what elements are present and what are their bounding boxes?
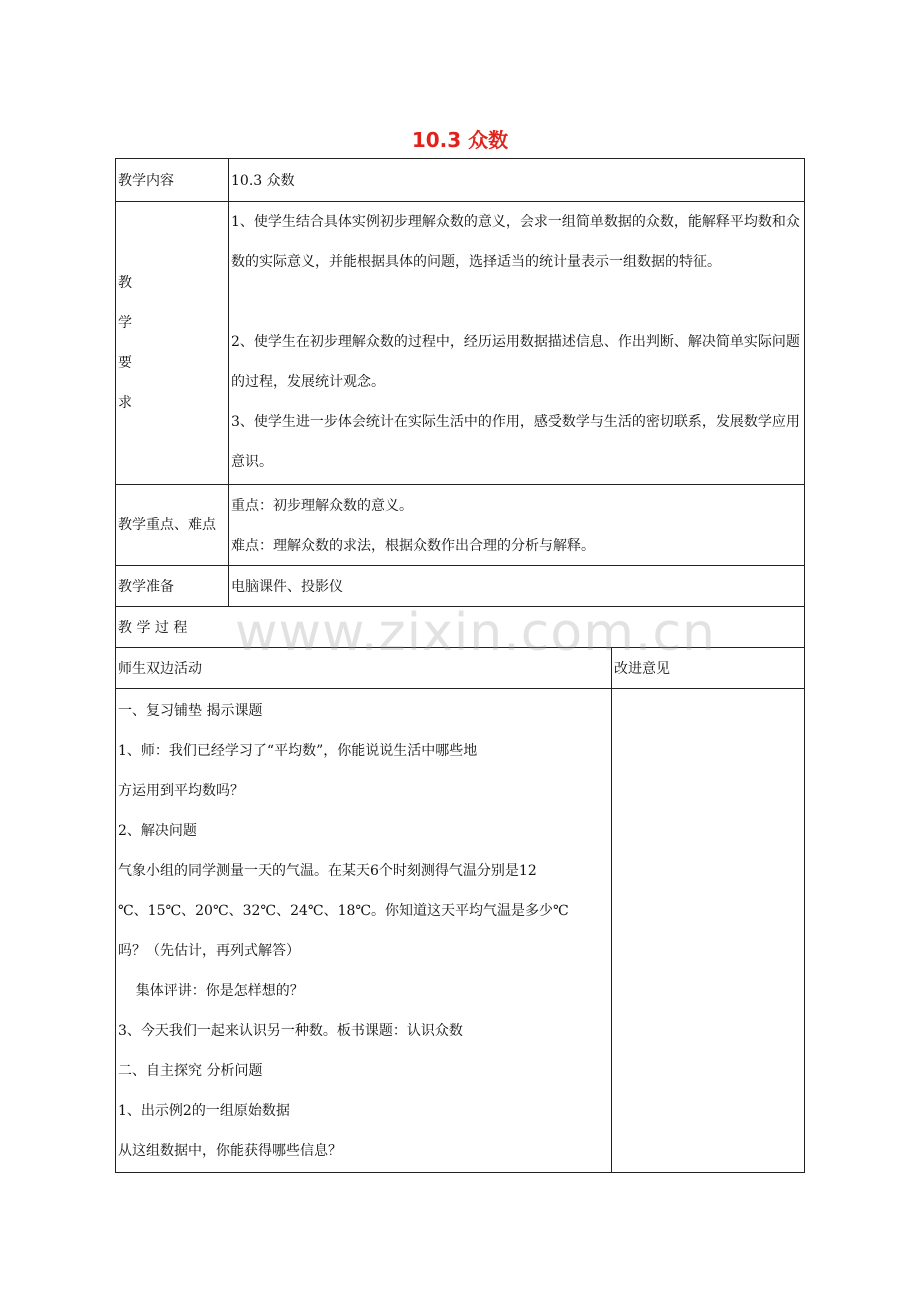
activities-header: 师生双边活动 bbox=[118, 661, 202, 677]
activity-line: 方运用到平均数吗？ bbox=[118, 783, 244, 799]
activity-line: 气象小组的同学测量一天的气温。在某天6个时刻测得气温分别是12 bbox=[118, 863, 537, 879]
activity-line: 3、今天我们一起来认识另一种数。板书课题：认识众数 bbox=[118, 1023, 463, 1039]
requirements-label-char: 求 bbox=[118, 395, 132, 411]
activity-line: ℃、15℃、20℃、32℃、24℃、18℃。你知道这天平均气温是多少℃ bbox=[118, 903, 569, 919]
requirements-label-char: 要 bbox=[118, 355, 132, 371]
difficult-point: 难点：理解众数的求法，根据众数作出合理的分析与解释。 bbox=[231, 538, 595, 554]
requirement-item: 3、使学生进一步体会统计在实际生活中的作用，感受数学与生活的密切联系，发展数学应用意识。 bbox=[231, 414, 800, 470]
improvement-header: 改进意见 bbox=[614, 661, 670, 677]
row-divider bbox=[115, 688, 805, 689]
content-label: 教学内容 bbox=[118, 173, 174, 189]
activity-line: 1、出示例2的一组原始数据 bbox=[118, 1103, 290, 1119]
row-divider bbox=[115, 484, 805, 485]
activity-line: 从这组数据中，你能获得哪些信息？ bbox=[118, 1143, 342, 1159]
column-divider bbox=[228, 158, 229, 606]
requirements-label-char: 学 bbox=[118, 315, 132, 331]
key-points-label: 教学重点、难点 bbox=[118, 517, 216, 533]
watermark: www.zixin.com.cn bbox=[235, 603, 716, 663]
column-divider bbox=[611, 647, 612, 1173]
activity-line: 2、解决问题 bbox=[118, 823, 197, 839]
activity-line: 1、师：我们已经学习了“平均数”，你能说说生活中哪些地 bbox=[118, 743, 478, 759]
activity-line: 吗？（先估计，再列式解答） bbox=[118, 943, 300, 959]
preparation-label: 教学准备 bbox=[118, 579, 174, 595]
document-title: 10.3 众数 bbox=[411, 128, 509, 152]
activity-line: 二、自主探究 分析问题 bbox=[118, 1063, 263, 1079]
requirement-item: 1、使学生结合具体实例初步理解众数的意义，会求一组简单数据的众数，能解释平均数和众数的实际意义，并能根据具体的问题，选择适当的统计量表示一组数据的特征。 bbox=[231, 214, 800, 270]
activity-line: 集体评讲：你是怎样想的？ bbox=[118, 983, 304, 999]
requirements-label-char: 教 bbox=[118, 275, 132, 291]
preparation-value: 电脑课件、投影仪 bbox=[231, 579, 343, 595]
row-divider bbox=[115, 565, 805, 566]
key-point: 重点：初步理解众数的意义。 bbox=[231, 498, 413, 514]
row-divider bbox=[115, 606, 805, 607]
row-divider bbox=[115, 647, 805, 648]
activity-line: 一、复习铺垫 揭示课题 bbox=[118, 703, 263, 719]
requirement-item: 2、使学生在初步理解众数的过程中，经历运用数据描述信息、作出判断、解决简单实际问题的过程，发展统计观念。 bbox=[231, 334, 800, 390]
process-label: 教 学 过 程 bbox=[118, 620, 188, 636]
content-value: 10.3 众数 bbox=[231, 173, 295, 189]
